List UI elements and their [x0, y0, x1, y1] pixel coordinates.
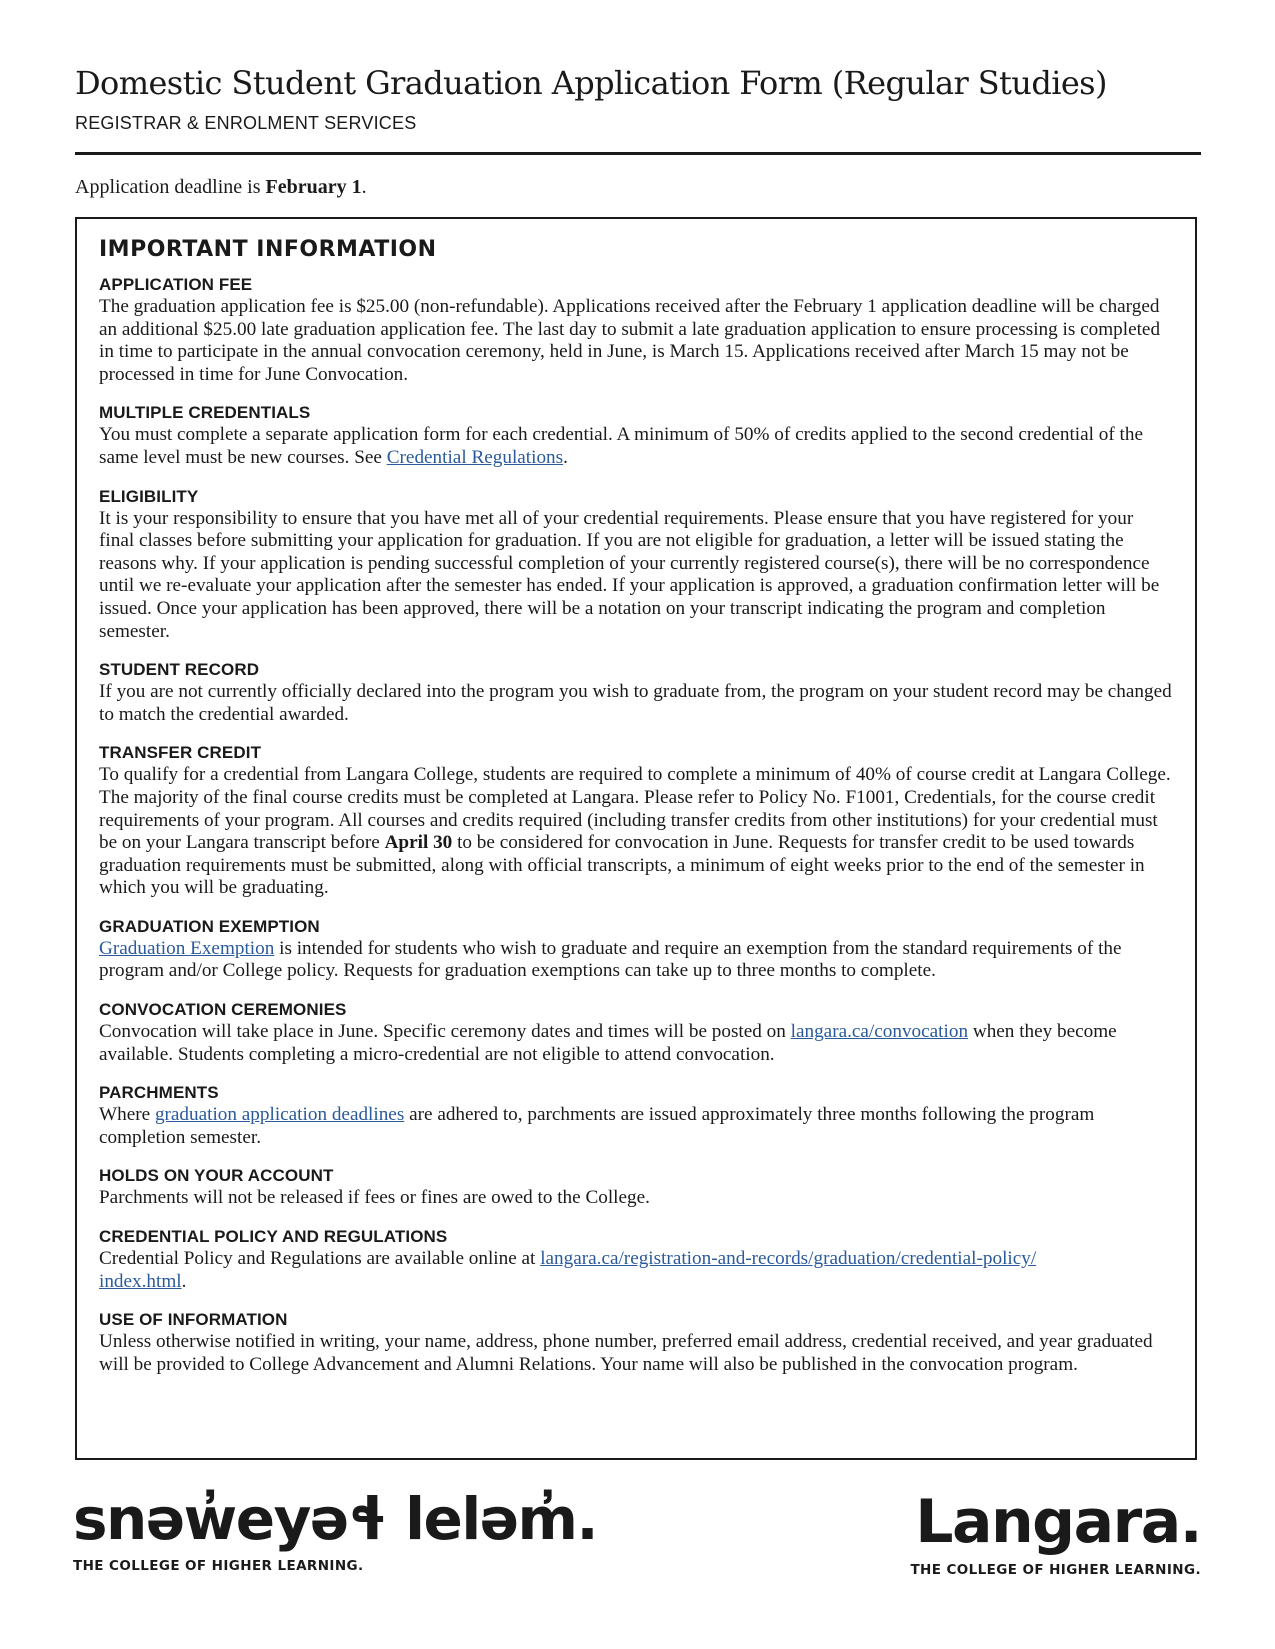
- graduation-exemption-link[interactable]: Graduation Exemption: [99, 937, 275, 959]
- credential-regulations-link[interactable]: Credential Regulations: [386, 446, 564, 468]
- body-text: to be considered for convocation in June. Requests for transfer credit to be used towards graduation requirements must be submitted, along with official transcripts, a minimum of eight weeks prior to the end of the semester in which you will be graduating.: [99, 832, 1145, 899]
- section-body: [99, 1248, 1173, 1293]
- section-body: The graduation application fee is $25.00 (non-refundable). Applications received after the February 1 application deadline will be charged an additional $25.00 late graduation application fee. The last day to submit a late graduation application to ensure processing is completed in time to participate in the annual convocation ceremony, held in June, is March 15. Applications received after March 15 may not be processed in time for June Convocation.: [99, 296, 1161, 385]
- body-text: Convocation will take place in June. Specific ceremony dates and times will be posted on: [99, 1021, 791, 1043]
- section-application-fee: [99, 274, 1173, 386]
- section-title: TRANSFER CREDIT: [99, 743, 262, 763]
- section-body: [99, 1104, 1173, 1149]
- logo-tagline: THE COLLEGE OF HIGHER LEARNING.: [73, 1558, 364, 1574]
- section-body: It is your responsibility to ensure that you have met all of your credential requirements. Please ensure that you have registered for your final classes before submitting your application for graduation. If you are not eligible for graduation, a letter will be issued stating the reasons why. If your application is pending successful completion of your currently registered course(s), there will be no correspondence until we re-evaluate your application after the semester has ended. If your application is approved, a graduation confirmation letter will be issued. Once your application has been approved, there will be a notation on your transcript indicating the program and completion semester.: [99, 507, 1160, 642]
- deadline-prefix: Application deadline is: [75, 176, 266, 198]
- section-body: Unless otherwise notified in writing, your name, address, phone number, preferred email address, credential received, and year graduated will be provided to College Advancement and Alumni Relations. Your name will also be published in the convocation program.: [99, 1331, 1153, 1375]
- link-text[interactable]: index.html: [99, 1270, 182, 1292]
- section-student-record: [99, 659, 1173, 726]
- body-text: are adhered to, parchments are issued approximately three months following the program completion semester.: [99, 1104, 1095, 1148]
- graduation-deadlines-link[interactable]: graduation application deadlines: [154, 1104, 405, 1126]
- body-text: To qualify for a credential from Langara College, students are required to complete a minimum of 40% of course credit at Langara College. The majority of the final course credits must be completed at Langara. Please refer to Policy No. F1001, Credentials, for the course credit requirements of your program. All courses and credits required (including transfer credits from other institutions) for your credential must be on your Langara transcript before: [99, 764, 1171, 854]
- section-body: If you are not currently officially declared into the program you wish to graduate from, the program on your student record may be changed to match the credential awarded.: [99, 681, 1172, 725]
- body-text: when they become available. Students completing a micro-credential are not eligible to attend convocation.: [99, 1021, 1117, 1065]
- section-title: PARCHMENTS: [99, 1083, 219, 1103]
- section-title: GRADUATION EXEMPTION: [99, 916, 320, 936]
- section-body: [99, 938, 1173, 983]
- section-body: [99, 1021, 1173, 1066]
- link-text[interactable]: langara.ca/registration-and-records/graduation/credential-policy/: [540, 1248, 1037, 1270]
- section-graduation-exemption: [99, 916, 1173, 983]
- department-subtitle: REGISTRAR & ENROLMENT SERVICES: [75, 113, 417, 133]
- logo-tagline: THE COLLEGE OF HIGHER LEARNING.: [910, 1562, 1201, 1578]
- section-title: STUDENT RECORD: [99, 660, 260, 680]
- convocation-link[interactable]: langara.ca/convocation: [790, 1021, 969, 1043]
- section-use-of-information: [99, 1309, 1173, 1376]
- section-body: [99, 764, 1173, 900]
- section-title: ELIGIBILITY: [99, 486, 199, 506]
- important-information-heading: IMPORTANT INFORMATION: [99, 237, 437, 262]
- section-body: Parchments will not be released if fees or fines are owed to the College.: [99, 1187, 650, 1209]
- section-transfer-credit: [99, 742, 1173, 900]
- section-credential-policy: [99, 1226, 1173, 1293]
- body-text: is intended for students who wish to graduate and require an exemption from the standard requirements of the program and/or College policy. Requests for graduation exemptions can take up to three months to complete.: [99, 937, 1122, 982]
- section-title: APPLICATION FEE: [99, 275, 253, 294]
- section-title: USE OF INFORMATION: [99, 1310, 288, 1330]
- body-text: .: [181, 1270, 187, 1292]
- section-title: HOLDS ON YOUR ACCOUNT: [99, 1166, 334, 1186]
- section-eligibility: [99, 486, 1173, 644]
- section-multiple-credentials: [99, 402, 1173, 469]
- section-convocation-ceremonies: [99, 999, 1173, 1066]
- application-deadline: [75, 176, 367, 199]
- section-title: MULTIPLE CREDENTIALS: [99, 403, 311, 423]
- logo-wordmark: Langara.: [915, 1487, 1201, 1557]
- langara-logo: [910, 1487, 1201, 1578]
- header-divider: [75, 152, 1201, 155]
- body-text: Credential Policy and Regulations are available online at: [99, 1248, 541, 1270]
- section-holds: [99, 1165, 1173, 1210]
- section-body: [99, 424, 1173, 469]
- deadline-suffix: .: [361, 176, 367, 198]
- body-text: .: [563, 446, 568, 468]
- section-parchments: [99, 1082, 1173, 1149]
- snaweyat-lelam-logo: [73, 1485, 598, 1574]
- deadline-date: February 1: [265, 176, 362, 198]
- logo-wordmark: snəw̓eyəɬ leləm̓.: [73, 1485, 598, 1553]
- body-text: Where: [99, 1104, 155, 1126]
- page-title: Domestic Student Graduation Application Form (Regular Studies): [75, 64, 1107, 102]
- section-title: CONVOCATION CEREMONIES: [99, 1000, 347, 1020]
- section-title: CREDENTIAL POLICY AND REGULATIONS: [99, 1227, 448, 1247]
- body-text: You must complete a separate application form for each credential. A minimum of 50% of credits applied to the second credential of the same level must be new courses. See: [99, 424, 1143, 468]
- important-information-box: [75, 217, 1197, 1460]
- transfer-deadline-date: April 30: [384, 832, 453, 854]
